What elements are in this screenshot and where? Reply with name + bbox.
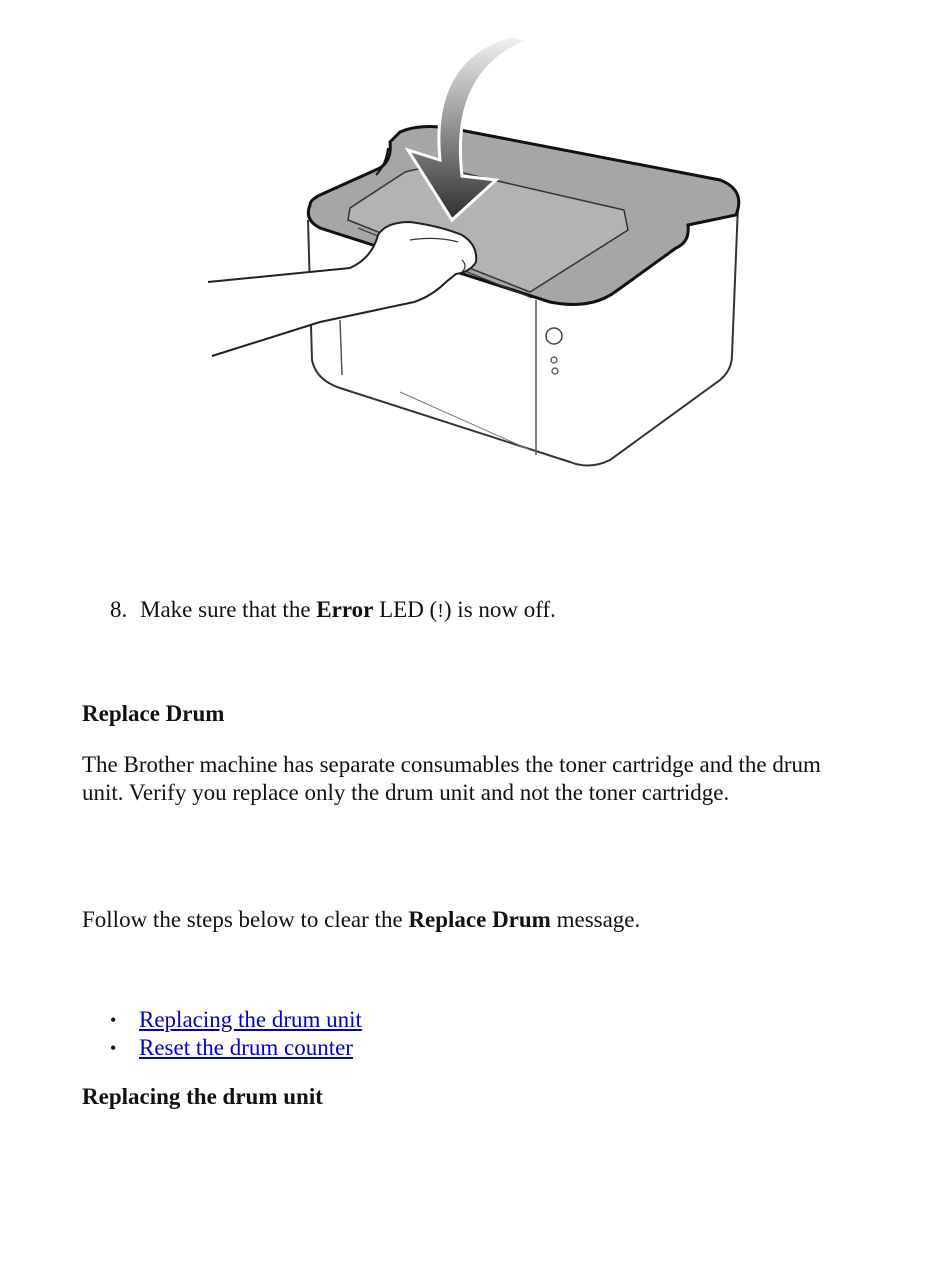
error-label: Error (316, 597, 374, 622)
step-8 (110, 596, 556, 625)
steps-link-list (82, 1006, 362, 1062)
replace-drum-heading: Replace Drum (82, 701, 225, 726)
replacing-drum-unit-link[interactable]: Replacing the drum unit (139, 1007, 362, 1032)
step-text-before: Make sure that the (140, 597, 317, 622)
error-led-icon: ! (437, 600, 444, 622)
step-text-after: ) is now off. (443, 597, 556, 622)
reset-drum-counter-link[interactable]: Reset the drum counter (139, 1035, 353, 1060)
replacing-drum-unit-heading: Replacing the drum unit (82, 1084, 323, 1109)
printer-cover-close-icon (200, 30, 760, 490)
replace-drum-intro: The Brother machine has separate consumables the toner cartridge and the drum unit. Verify you replace only the drum unit and not the toner cartridge. (82, 752, 821, 805)
follow-text-after: message. (550, 907, 641, 932)
follow-steps-text (82, 906, 640, 934)
bullet-icon: • (110, 1038, 117, 1058)
printer-illustration (200, 30, 760, 490)
step-number: 8. (110, 597, 128, 622)
bullet-icon: • (110, 1010, 117, 1030)
replace-drum-bold: Replace Drum (408, 907, 551, 932)
step-text-middle: LED ( (373, 597, 438, 622)
follow-text-before: Follow the steps below to clear the (82, 907, 409, 932)
list-item (82, 1034, 362, 1062)
list-item (82, 1006, 362, 1034)
